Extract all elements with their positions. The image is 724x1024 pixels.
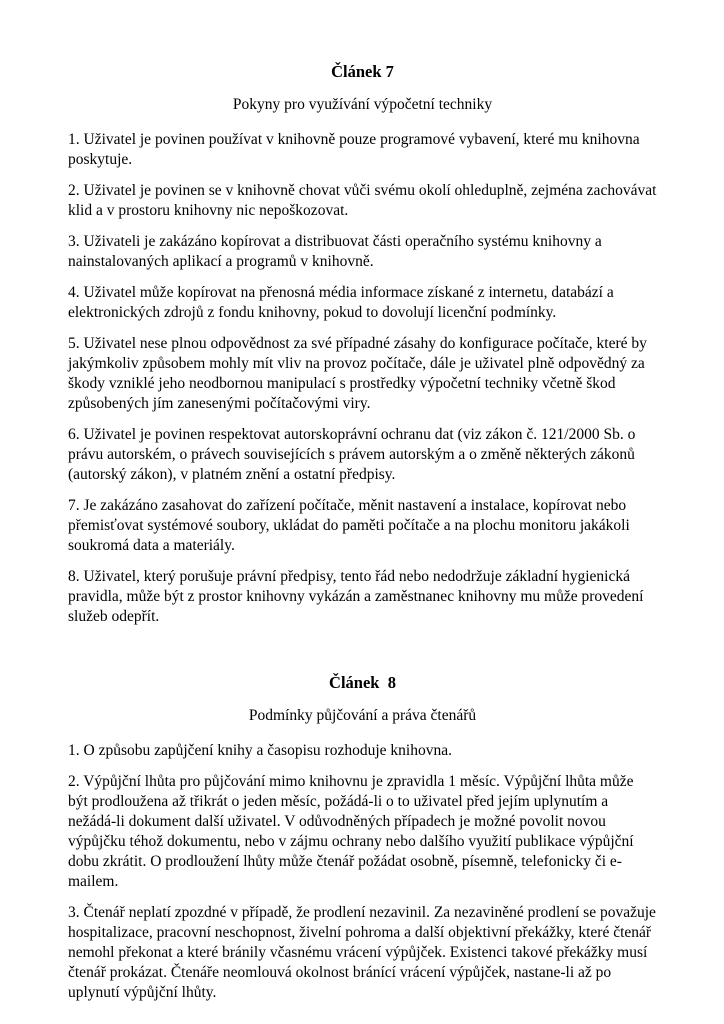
- paragraph: 3. Uživateli je zakázáno kopírovat a distribuovat části operačního systému knihovny a nainstalovaných aplikací a programů v knihovně.: [68, 233, 602, 270]
- article-8-subtitle: Podmínky půjčování a práva čtenářů: [248, 707, 477, 724]
- article-7-subtitle: Pokyny pro využívání výpočetní techniky: [232, 96, 493, 113]
- paragraph: 6. Uživatel je povinen respektovat autorskoprávní ochranu dat (viz zákon č. 121/2000 Sb. o právu autorském, o právech souvisejících s právem autorským a o změně některých zákonů (autorský zákon), v platném znění a ostatní předpisy.: [68, 426, 636, 483]
- paragraph: 1. O způsobu zapůjčení knihy a časopisu rozhoduje knihovna.: [68, 742, 452, 759]
- paragraph: 2. Uživatel je povinen se v knihovně chovat vůči svému okolí ohleduplně, zejména zachovávat klid a v prostoru knihovny nic nepoškozovat.: [68, 182, 657, 219]
- paragraph: 2. Výpůjční lhůta pro půjčování mimo knihovnu je zpravidla 1 měsíc. Výpůjční lhůta může být prodloužena až třikrát o jeden měsíc, požádá-li o to uživatel před jejím uplynutím a nežádá-li dokument další uživatel. V odůvodněných případech je možné povolit novou výpůjčku téhož dokumentu, nebo v zájmu ochrany nebo dalšího využití publikace výpůjční dobu zkrátit. O prodloužení lhůty může čtenář požádat osobně, písemně, telefonicky či e-mailem.: [68, 773, 634, 890]
- paragraph: 7. Je zakázáno zasahovat do zařízení počítače, měnit nastavení a instalace, kopírovat nebo přemisťovat systémové soubory, ukládat do paměti počítače a na plochu monitoru jakákoli soukromá data a materiály.: [68, 497, 630, 554]
- article-8-heading: Článek 8: [329, 673, 396, 692]
- paragraph: 1. Uživatel je povinen používat v knihovně pouze programové vybavení, které mu knihovna poskytuje.: [68, 131, 640, 168]
- article-7-section: [68, 62, 657, 627]
- article-8-section: [68, 673, 657, 1003]
- paragraph: 4. Uživatel může kopírovat na přenosná média informace získané z internetu, databází a elektronických zdrojů z fondu knihovny, pokud to dovolují licenční podmínky.: [68, 284, 614, 321]
- paragraph: 3. Čtenář neplatí zpozdné v případě, že prodlení nezavinil. Za nezaviněné prodlení se považuje hospitalizace, pracovní neschopnost, živelní pohroma a další objektivní překážky, které čtenář nemohl překonat a které bránily včasnému vrácení výpůjček. Existenci takové překážky musí čtenář prokázat. Čtenáře neomlouvá okolnost bránící vrácení výpůjček, nastane-li až po uplynutí výpůjční lhůty.: [68, 904, 656, 1001]
- article-7-heading: Článek 7: [331, 62, 394, 81]
- paragraph: 5. Uživatel nese plnou odpovědnost za své případné zásahy do konfigurace počítače, které by jakýmkoliv způsobem mohly mít vliv na provoz počítače, dále je uživatel plně odpovědný za škody vzniklé jeho neodbornou manipulací s prostředky výpočetní techniky včetně škod způsobených jím zanesenými počítačovými viry.: [68, 335, 647, 412]
- paragraph: 8. Uživatel, který porušuje právní předpisy, tento řád nebo nedodržuje základní hygienická pravidla, může být z prostor knihovny vykázán a zaměstnanec knihovny mu může provedení služeb odepřít.: [68, 568, 644, 625]
